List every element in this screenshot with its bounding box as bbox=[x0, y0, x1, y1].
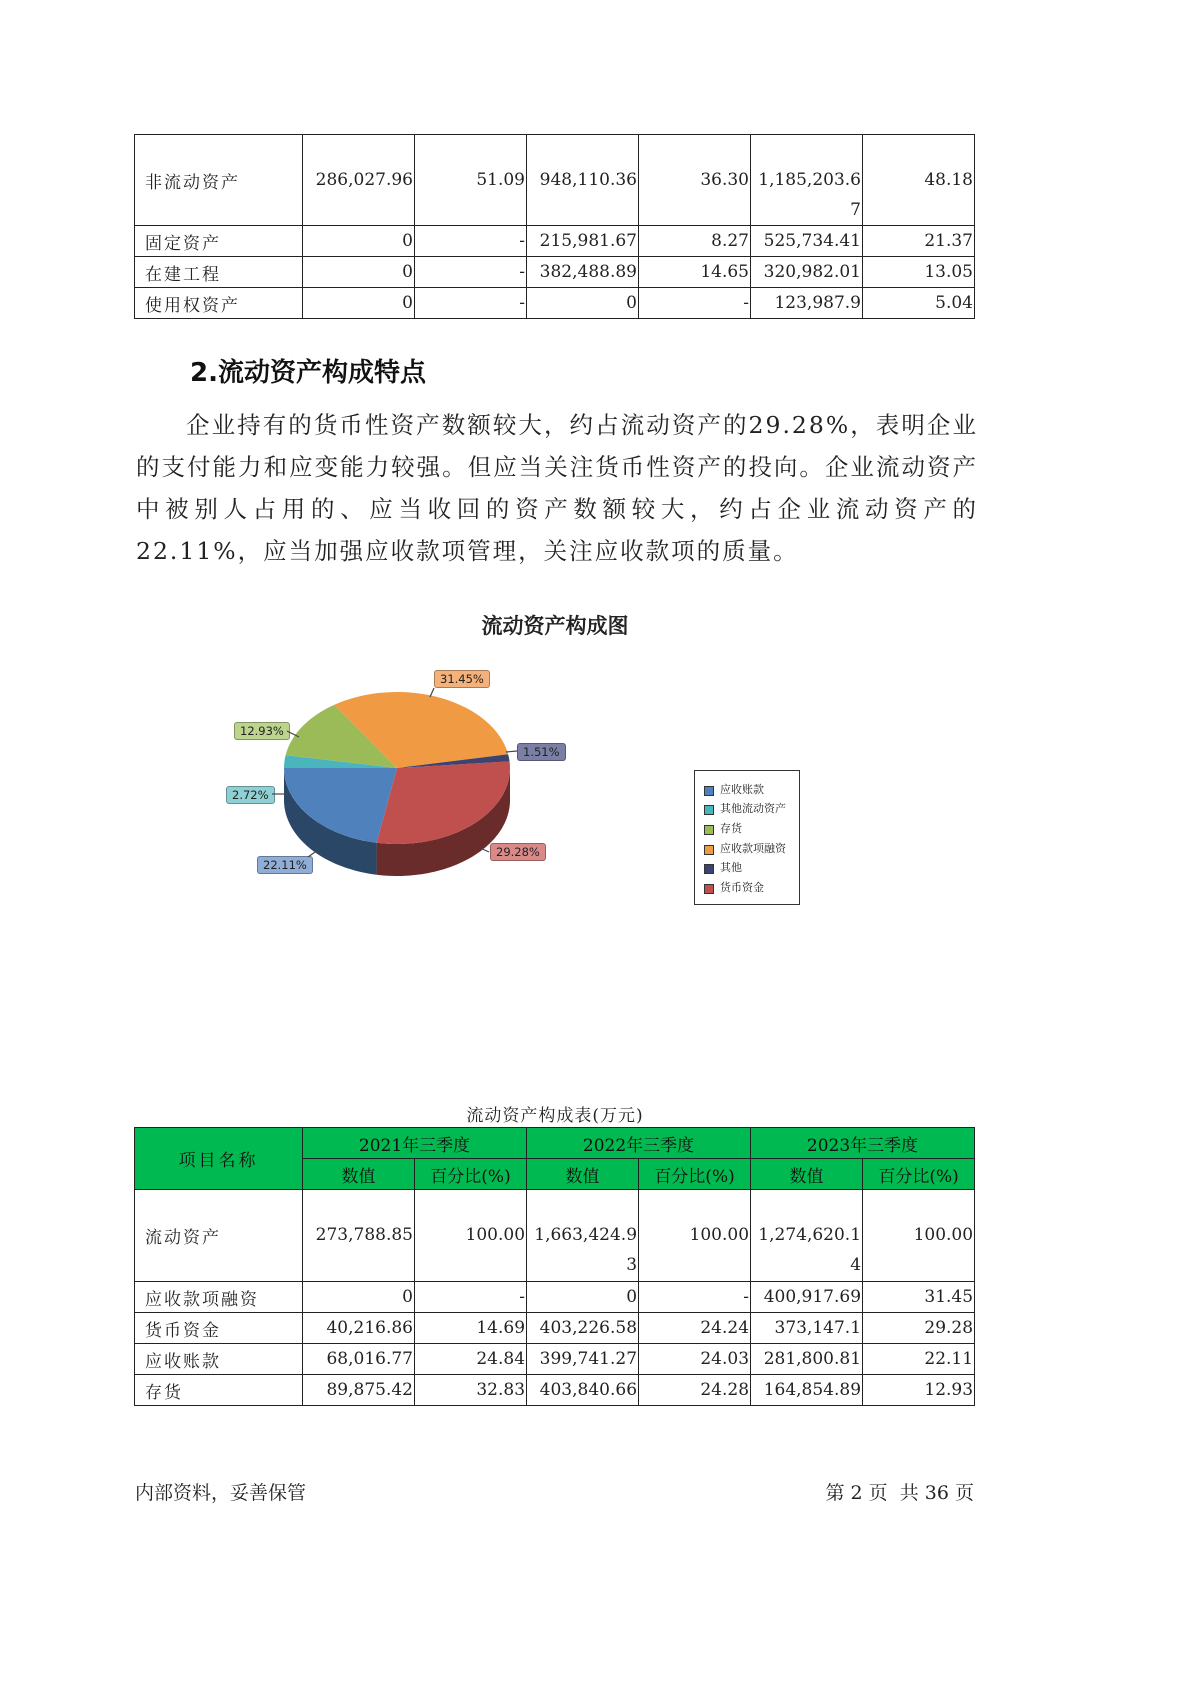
cell-v3: 400,917.69 bbox=[751, 1282, 863, 1313]
legend-item bbox=[695, 818, 799, 838]
cell-v2: 382,488.89 bbox=[527, 257, 639, 288]
cell-p1: 24.84 bbox=[415, 1344, 527, 1375]
header-item: 项目名称 bbox=[135, 1128, 303, 1190]
cell-p1: - bbox=[415, 288, 527, 319]
legend-item bbox=[695, 877, 799, 897]
legend-item bbox=[695, 779, 799, 799]
row-label: 应收款项融资 bbox=[135, 1282, 303, 1313]
footer-note: 内部资料，妥善保管 bbox=[135, 1482, 307, 1504]
cell-p1: - bbox=[415, 226, 527, 257]
legend-label: 应收款项融资 bbox=[720, 841, 786, 855]
cell-v3: 281,800.81 bbox=[751, 1344, 863, 1375]
label-receivables: 22.11% bbox=[257, 856, 313, 874]
header-2023: 2023年三季度 bbox=[751, 1128, 975, 1159]
cell-p2: 8.27 bbox=[639, 226, 751, 257]
legend-swatch bbox=[704, 864, 714, 874]
label-cash: 29.28% bbox=[490, 843, 546, 861]
row-label: 货币资金 bbox=[135, 1313, 303, 1344]
page-number: 第 2 页 共 36 页 bbox=[825, 1482, 974, 1504]
legend-item bbox=[695, 799, 799, 819]
cell-v2: 215,981.67 bbox=[527, 226, 639, 257]
header-value: 数值 bbox=[751, 1159, 863, 1190]
section-heading: 2.流动资产构成特点 bbox=[190, 358, 426, 388]
cell-v2: 403,226.58 bbox=[527, 1313, 639, 1344]
cell-p3: 5.04 bbox=[863, 288, 975, 319]
cell-p2: 24.28 bbox=[639, 1375, 751, 1406]
header-pct: 百分比(%) bbox=[415, 1159, 527, 1190]
row-label: 应收账款 bbox=[135, 1344, 303, 1375]
section-paragraph: 企业持有的货币性资产数额较大，约占流动资产的29.28%，表明企业的支付能力和应变能力较强。但应当关注货币性资产的投向。企业流动资产中被别人占用的、应当收回的资产数额较大，约占企业流动资产的22.11%，应当加强应收款项管理，关注应收款项的质量。 bbox=[136, 411, 978, 565]
cell-v2: 1,663,424.93 bbox=[527, 1190, 639, 1282]
row-label: 在建工程 bbox=[135, 257, 303, 288]
current-assets-table bbox=[134, 1127, 975, 1406]
table-row bbox=[135, 257, 975, 288]
legend-item bbox=[695, 838, 799, 858]
label-other-current-assets: 2.72% bbox=[226, 786, 275, 804]
row-label: 非流动资产 bbox=[135, 135, 303, 226]
table-row bbox=[135, 135, 975, 226]
cell-v1: 89,875.42 bbox=[303, 1375, 415, 1406]
cell-v1: 0 bbox=[303, 226, 415, 257]
cell-v2: 0 bbox=[527, 288, 639, 319]
row-label: 存货 bbox=[135, 1375, 303, 1406]
cell-p3: 100.00 bbox=[863, 1190, 975, 1282]
cell-p2: 100.00 bbox=[639, 1190, 751, 1282]
legend-item bbox=[695, 857, 799, 877]
cell-v3: 525,734.41 bbox=[751, 226, 863, 257]
cell-p3: 22.11 bbox=[863, 1344, 975, 1375]
cell-v1: 286,027.96 bbox=[303, 135, 415, 226]
cell-v3: 1,185,203.67 bbox=[751, 135, 863, 226]
cell-v1: 68,016.77 bbox=[303, 1344, 415, 1375]
cell-v3: 1,274,620.14 bbox=[751, 1190, 863, 1282]
label-other: 1.51% bbox=[517, 743, 566, 761]
legend-swatch bbox=[704, 884, 714, 894]
legend-label: 其他 bbox=[720, 861, 742, 875]
cell-v1: 0 bbox=[303, 257, 415, 288]
legend-swatch bbox=[704, 845, 714, 855]
cell-p2: - bbox=[639, 288, 751, 319]
cell-v2: 0 bbox=[527, 1282, 639, 1313]
header-value: 数值 bbox=[527, 1159, 639, 1190]
header-value: 数值 bbox=[303, 1159, 415, 1190]
header-2022: 2022年三季度 bbox=[527, 1128, 751, 1159]
cell-p3: 48.18 bbox=[863, 135, 975, 226]
cell-p1: 51.09 bbox=[415, 135, 527, 226]
chart-legend bbox=[694, 770, 800, 905]
table-row bbox=[135, 1282, 975, 1313]
cell-v3: 320,982.01 bbox=[751, 257, 863, 288]
cell-p2: 14.65 bbox=[639, 257, 751, 288]
cell-v2: 403,840.66 bbox=[527, 1375, 639, 1406]
row-label: 使用权资产 bbox=[135, 288, 303, 319]
cell-p2: 24.24 bbox=[639, 1313, 751, 1344]
legend-label: 其他流动资产 bbox=[720, 802, 786, 816]
row-label: 流动资产 bbox=[135, 1190, 303, 1282]
header-pct: 百分比(%) bbox=[863, 1159, 975, 1190]
legend-label: 存货 bbox=[720, 821, 742, 835]
legend-swatch bbox=[704, 805, 714, 815]
cell-v1: 273,788.85 bbox=[303, 1190, 415, 1282]
cell-p2: 24.03 bbox=[639, 1344, 751, 1375]
non-current-assets-table bbox=[134, 134, 975, 319]
label-inventory: 12.93% bbox=[234, 722, 290, 740]
legend-swatch bbox=[704, 786, 714, 796]
cell-v1: 40,216.86 bbox=[303, 1313, 415, 1344]
table-row bbox=[135, 1344, 975, 1375]
cell-v2: 399,741.27 bbox=[527, 1344, 639, 1375]
table-row bbox=[135, 1375, 975, 1406]
cell-p3: 31.45 bbox=[863, 1282, 975, 1313]
table-row bbox=[135, 226, 975, 257]
legend-label: 货币资金 bbox=[720, 880, 764, 894]
table-caption: 流动资产构成表(万元) bbox=[466, 1106, 644, 1126]
cell-v3: 373,147.1 bbox=[751, 1313, 863, 1344]
cell-p1: - bbox=[415, 257, 527, 288]
cell-v1: 0 bbox=[303, 288, 415, 319]
cell-p2: 36.30 bbox=[639, 135, 751, 226]
cell-p3: 21.37 bbox=[863, 226, 975, 257]
cell-p1: 14.69 bbox=[415, 1313, 527, 1344]
row-label: 固定资产 bbox=[135, 226, 303, 257]
label-receivables-financing: 31.45% bbox=[434, 670, 490, 688]
cell-p3: 13.05 bbox=[863, 257, 975, 288]
cell-v3: 164,854.89 bbox=[751, 1375, 863, 1406]
table-row bbox=[135, 288, 975, 319]
cell-p3: 12.93 bbox=[863, 1375, 975, 1406]
cell-p1: 100.00 bbox=[415, 1190, 527, 1282]
cell-v2: 948,110.36 bbox=[527, 135, 639, 226]
cell-p2: - bbox=[639, 1282, 751, 1313]
header-2021: 2021年三季度 bbox=[303, 1128, 527, 1159]
chart-title: 流动资产构成图 bbox=[481, 613, 629, 638]
legend-label: 应收账款 bbox=[720, 782, 764, 796]
table-row bbox=[135, 1190, 975, 1282]
cell-v3: 123,987.9 bbox=[751, 288, 863, 319]
table-row bbox=[135, 1313, 975, 1344]
cell-v1: 0 bbox=[303, 1282, 415, 1313]
legend-swatch bbox=[704, 825, 714, 835]
cell-p1: - bbox=[415, 1282, 527, 1313]
cell-p1: 32.83 bbox=[415, 1375, 527, 1406]
header-pct: 百分比(%) bbox=[639, 1159, 751, 1190]
cell-p3: 29.28 bbox=[863, 1313, 975, 1344]
